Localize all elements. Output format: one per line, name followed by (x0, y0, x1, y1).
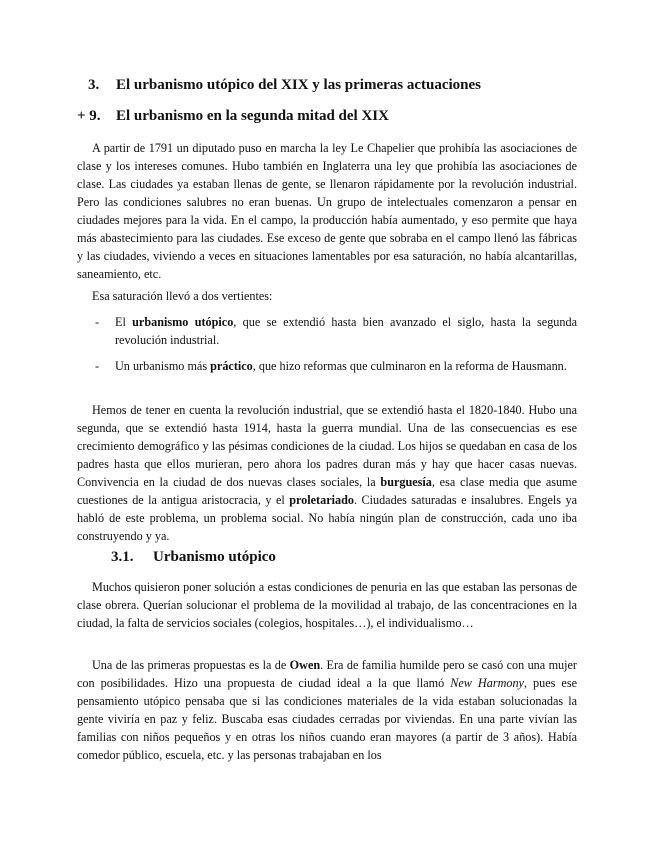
heading-3-title: El urbanismo utópico del XIX y las primeras actuaciones (116, 77, 482, 93)
heading-9-title: El urbanismo en la segunda mitad del XIX (116, 108, 389, 124)
paragraph-penuria (77, 578, 577, 632)
heading-3-number: 3. (88, 77, 100, 93)
bold-term: urbanismo utópico (132, 315, 234, 329)
paragraph-vertientes (77, 287, 577, 305)
italic-term: New Harmony (450, 676, 524, 690)
heading-3 (88, 76, 481, 94)
bold-term: proletariado (289, 493, 354, 507)
bullet-text: El urbanismo utópico, que se extendió hasta bien avanzado el siglo, hasta la segunda revolución industrial. (115, 315, 577, 347)
paragraph-2-text: Esa saturación llevó a dos vertientes: (92, 289, 273, 303)
heading-9 (77, 107, 389, 125)
bold-term: Owen (289, 658, 321, 672)
heading-3-1-title: Urbanismo utópico (153, 549, 276, 565)
paragraph-ley-le-chapelier (77, 139, 577, 283)
bullet-text: Un urbanismo más práctico, que hizo reformas que culminaron en la reforma de Hausmann. (115, 359, 567, 373)
bullet-dash: - (95, 315, 100, 329)
paragraph-revolucion-industrial: Hemos de tener en cuenta la revolución industrial, que se extendió hasta el 1820-1840. Hubo una segunda, que se extendió hasta 1914, hasta la guerra mundial. Una de las consecuencias es ese crecimiento demográfico y las pésimas condiciones de la ciudad. Los hijos se quedaban en casa de los padres hasta que ellos murieran, pero ahora los padres duran más y hay que hacer casas nuevas. Convivencia en la ciudad de dos nuevas clases sociales, la burguesía, esa clase media que asume cuestiones de la antigua aristocracia, y el proletariado. Ciudades saturadas e insalubres. Engels ya habló de este problema, un problema social. No había ningún plan de construcción, cada uno iba construyendo y ya. (77, 403, 577, 543)
paragraph-4-text: Muchos quisieron poner solución a estas condiciones de penuria en las que estaban las personas de clase obrera. Querían solucionar el problema de la movilidad al trabajo, de las concentraciones en la ciudad, la falta de servicios sociales (colegios, hospitales…), el individualismo… (77, 580, 577, 630)
heading-3-1-number: 3.1. (111, 549, 134, 565)
paragraph-1-text: A partir de 1791 un diputado puso en marcha la ley Le Chapelier que prohibía las asociaciones de clase y los intereses comunes. Hubo también en Inglaterra una ley que prohibía las asociaciones de clase. Las ciudades ya estaban llenas de gente, se llenaron rápidamente por la revolución industrial. Pero las condiciones salubres no eran buenas. Un grupo de intelectuales comenzaron a pensar en ciudades mejores para la vida. En el campo, la producción había aumentado, y eso permite que haya más abastecimiento para las ciudades. Ese exceso de gente que sobraba en el campo llenó las fábricas y las ciudades, viviendo a veces en situaciones lamentables por esa saturación, no había alcantarillas, saneamiento, etc. (77, 141, 577, 281)
heading-3-1 (111, 548, 276, 566)
paragraph-owen: Una de las primeras propuestas es la de Owen. Era de familia humilde pero se casó con una mujer con posibilidades. Hizo una propuesta de ciudad ideal a la que llamó New Harmony, pues ese pensamiento utópico pensaba que si las condiciones materiales de la vida estaban solucionadas la gente viviría en paz y feliz. Buscaba esas ciudades cerradas por viviendas. En una parte vivían las familias con niños pequeños y en otras los niños cuando eran mayores (a partir de 3 años). Había comedor público, escuela, etc. y las personas trabajaban en los (77, 658, 577, 762)
bold-term: burguesía (380, 475, 432, 489)
bold-term: práctico (210, 359, 253, 373)
bullet-dash: - (95, 359, 100, 373)
heading-9-number: + 9. (77, 108, 101, 124)
